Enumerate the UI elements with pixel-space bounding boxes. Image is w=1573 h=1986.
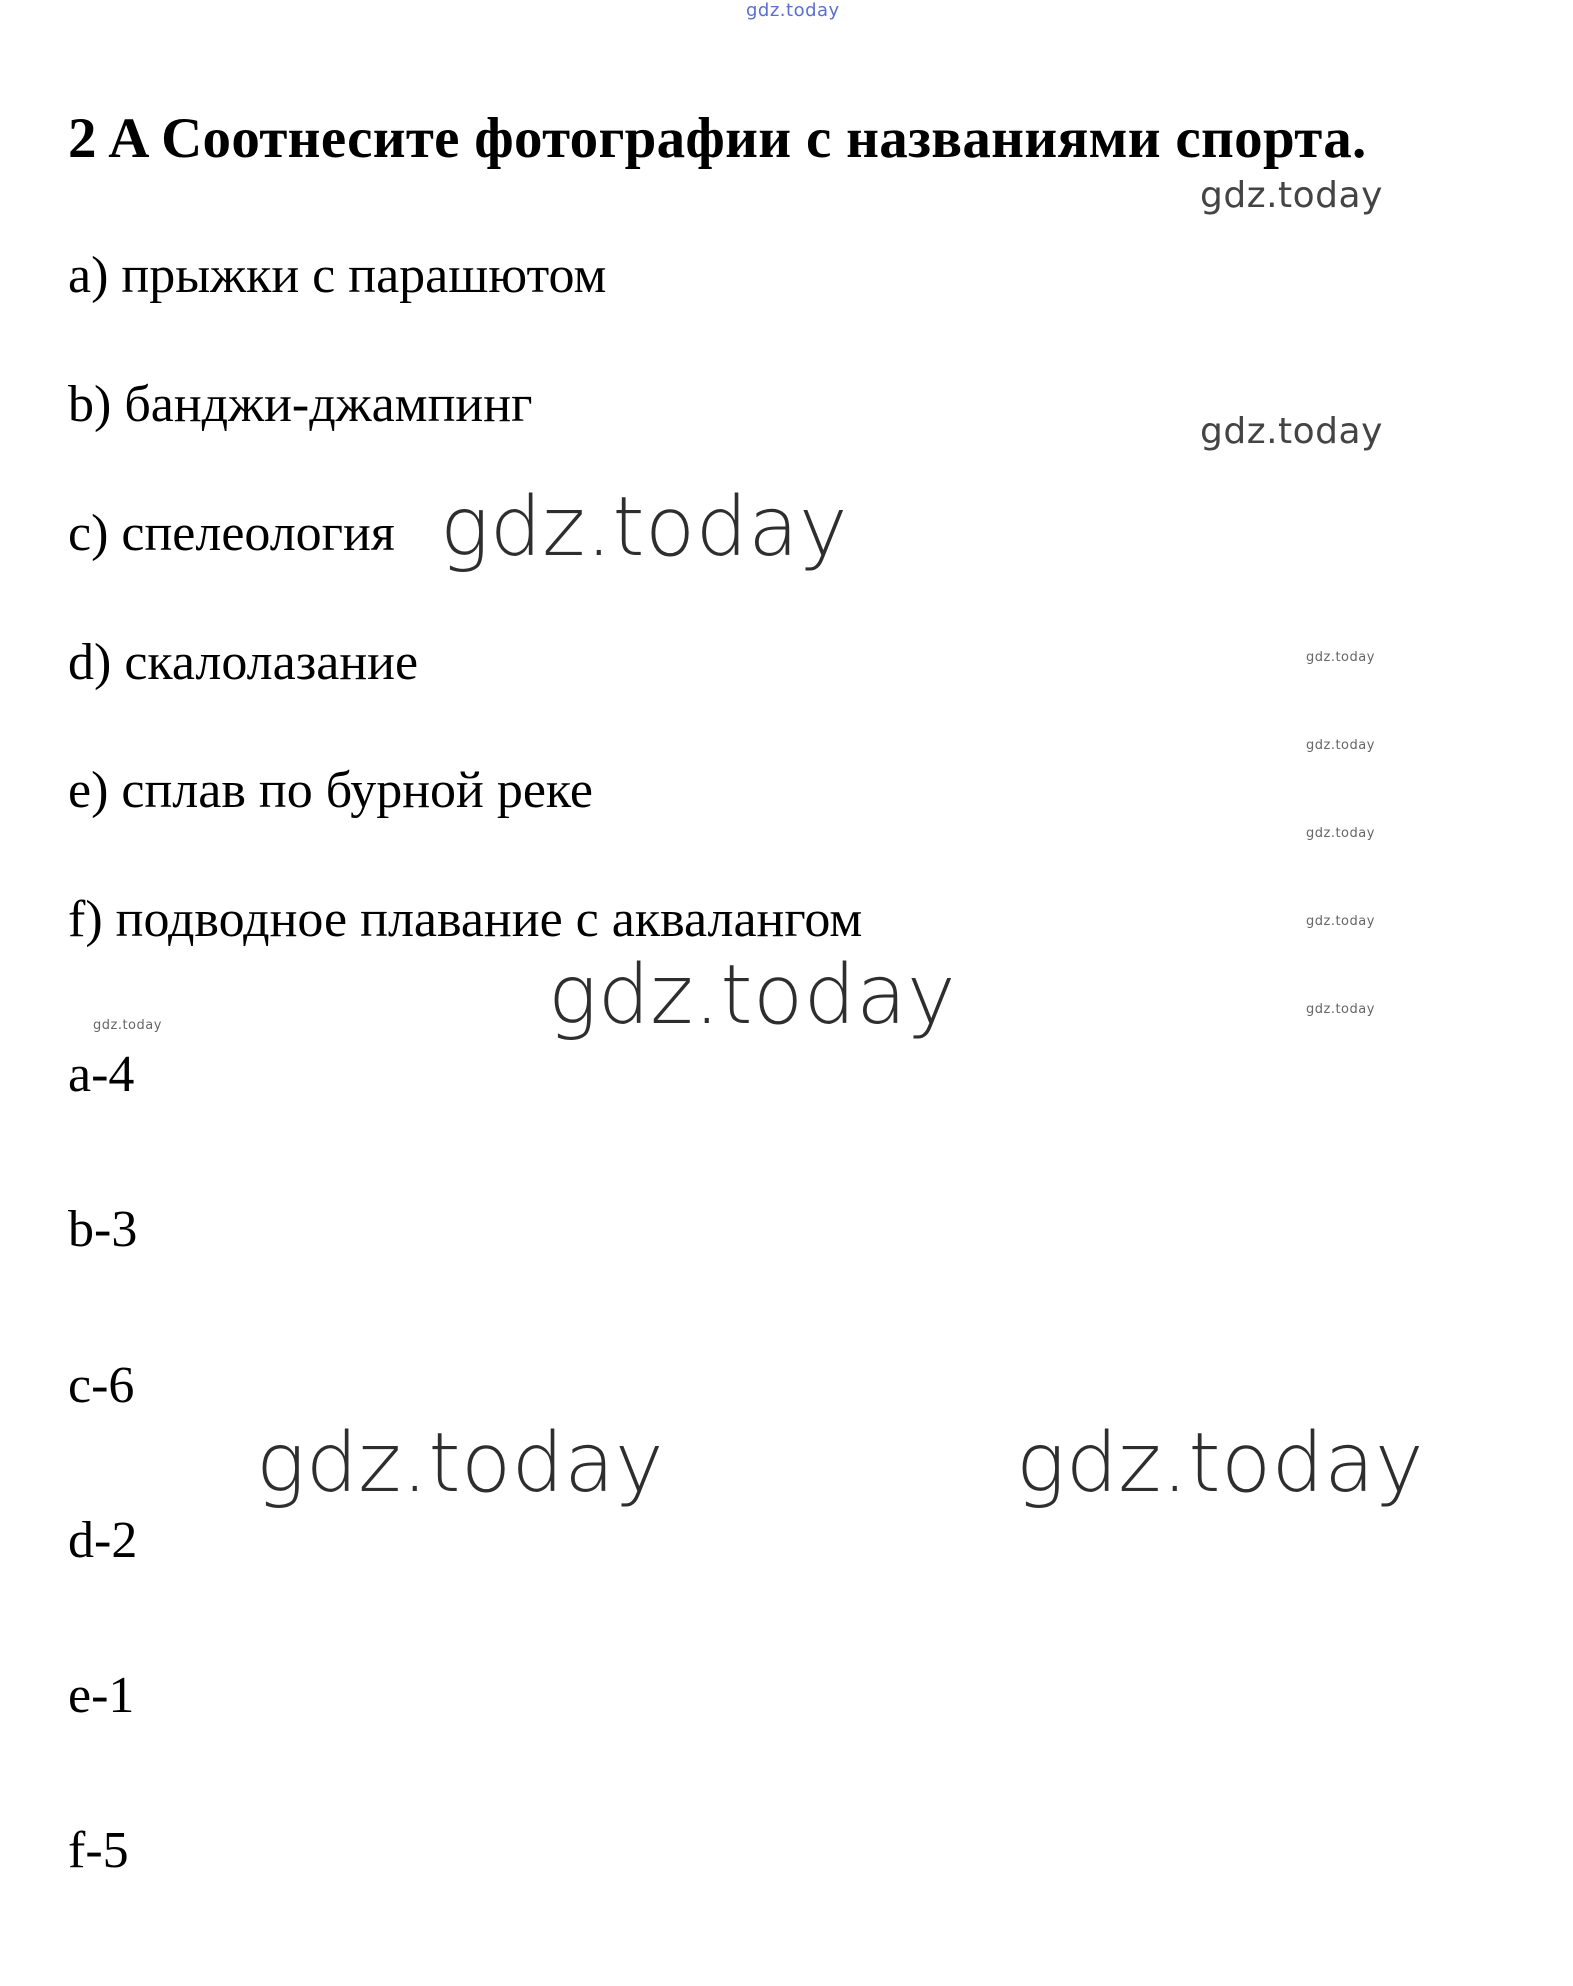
watermark: gdz.today [93, 1018, 162, 1033]
option-d: d) скалолазание [68, 634, 419, 691]
option-b: b) банджи-джампинг [68, 376, 533, 433]
watermark: gdz.today [1016, 1416, 1425, 1511]
watermark: gdz.today [746, 0, 840, 21]
watermark: gdz.today [1306, 826, 1375, 841]
watermark: gdz.today [1306, 738, 1375, 753]
watermark: gdz.today [440, 480, 849, 575]
option-c: c) спелеология [68, 505, 395, 562]
answer-b: b-3 [68, 1201, 138, 1258]
watermark: gdz.today [1306, 914, 1375, 929]
answer-f: f-5 [68, 1822, 129, 1879]
watermark: gdz.today [1200, 175, 1383, 216]
answer-d: d-2 [68, 1512, 138, 1569]
option-a: a) прыжки с парашютом [68, 247, 607, 304]
answer-c: c-6 [68, 1357, 135, 1414]
task-title: 2 A Соотнесите фотографии с названиями спорта. [68, 107, 1367, 170]
option-e: e) сплав по бурной реке [68, 762, 593, 819]
watermark: gdz.today [1306, 1002, 1375, 1017]
watermark: gdz.today [1306, 650, 1375, 665]
answer-a: a-4 [68, 1046, 135, 1103]
watermark: gdz.today [1200, 411, 1383, 452]
watermark: gdz.today [256, 1416, 665, 1511]
watermark: gdz.today [548, 948, 957, 1043]
answer-e: e-1 [68, 1667, 135, 1724]
option-f: f) подводное плавание с аквалангом [68, 891, 863, 948]
